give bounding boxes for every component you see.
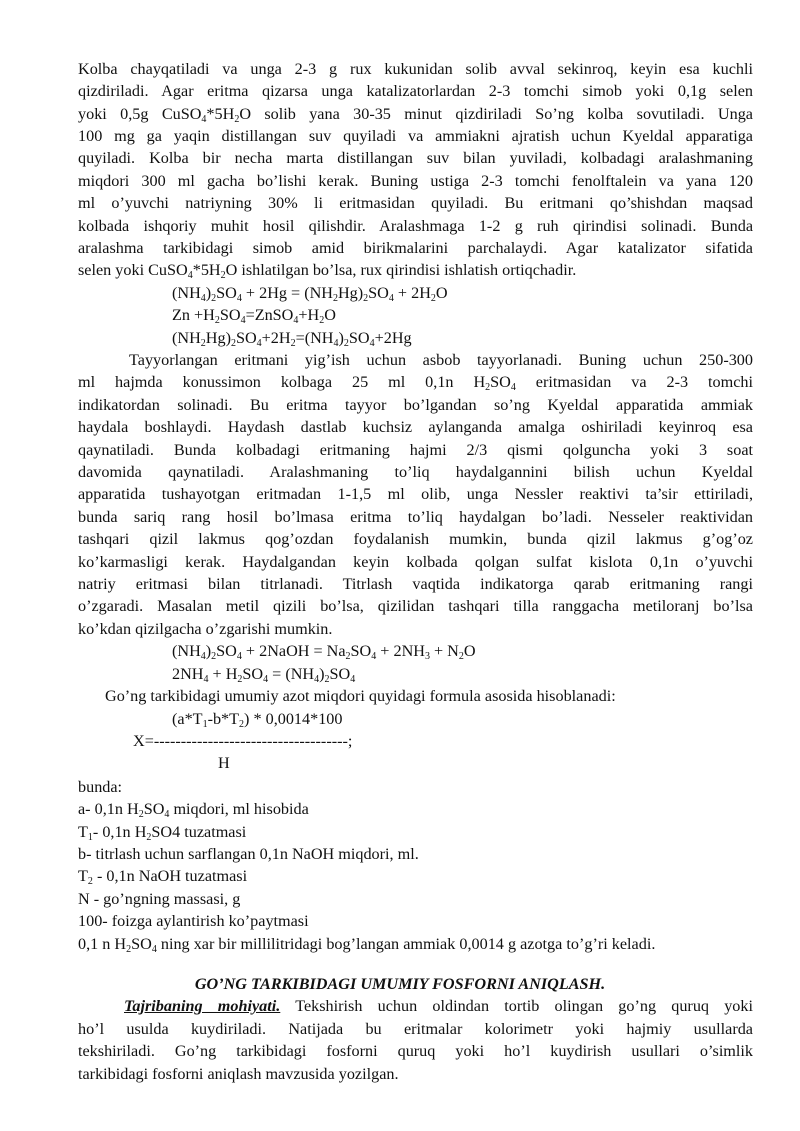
legend-line: b- titrlash uchun sarflangan 0,1n NaOH miqdori, ml. (78, 845, 419, 863)
text-line: o’zgaradi. Masalan metil qizili bo’lsa, qizilidan tashqari tilla ranggacha metiloranj bo’lsa (78, 597, 753, 615)
text-line: ho’l usulda kuydiriladi. Natijada bu eritmalar kolorimetr yoki hajmiy usullarda (78, 1020, 753, 1038)
legend-line: 0,1 n $H_2SO_4$ ning xar bir millilitridagi bog’langan ammiak 0,0014 g azotga to’g’ri keladi. (78, 935, 656, 955)
text-line: Kolba chayqatiladi va unga 2-3 g rux kukunidan solib avval sekinroq, keyin esa kuchli (78, 60, 753, 78)
section-heading: Tajribaning mohiyati. (124, 997, 281, 1015)
formula-intro: Go’ng tarkibidagi umumiy azot miqdori quyidagi formula asosida hisoblanadi: (105, 687, 616, 705)
equation: $Zn +H_2SO_4=ZnSO_4+H_2O$ (172, 306, 336, 326)
text-line: kolbada ishqoriy muhit hosil qilishdir. Aralashmaga 1-2 g ruh qirindisi solinadi. Bunda (78, 217, 753, 235)
text-line: selen yoki $CuSO_4*5H_2O$ ishlatilgan bo’lsa, rux qirindisi ishlatish ortiqchadir. (78, 261, 577, 281)
text-line: tashqari qizil lakmus qog’ozdan foydalanish mumkin, bunda qizil lakmus g’og’oz (78, 530, 753, 548)
equation: $(NH_2Hg)_2SO_4+2H_2=(NH_4)_2SO_4+2Hg$ (172, 329, 412, 349)
legend-line: a- 0,1n $H_2SO_4$ miqdori, ml hisobida (78, 800, 309, 820)
text-line: ml hajmda konussimon kolbaga 25 ml 0,1n $H_2SO_4$ eritmasidan va 2-3 tomchi (78, 373, 753, 393)
text-line: natriy eritmasi bilan titrlanadi. Titrlash vaqtida indikatorga qarab eritmaning rangi (78, 575, 753, 593)
text-line: haydala boshlaydi. Haydash dastlab kuchsiz aylanganda amalga oshiriladi keyinroq esa (78, 418, 753, 436)
equation: $2NH_4 + H_2SO_4 = (NH_4)_2SO_4$ (172, 665, 356, 685)
text-line: ml o’yuvchi natriyning 30% li eritmasidan quyiladi. Bu eritmani qo’shishdan maqsad (78, 194, 753, 212)
formula-denominator: H (218, 754, 230, 772)
legend-line: N - go’ngning massasi, g (78, 890, 241, 908)
section-title: GO’NG TARKIBIDAGI UMUMIY FOSFORNI ANIQLASH. (194, 975, 606, 993)
text-line: ko’kdan qizilgacha o’zgarishi mumkin. (78, 620, 333, 638)
section-text: Tekshirish uchun oldindan tortib olingan go’ng quruq yoki (280, 997, 753, 1015)
legend-line: $T_1-$ 0,1n $H_2SO4$ tuzatmasi (78, 823, 247, 843)
text-line: ko’karmasligi kerak. Haydalgandan keyin kolbada qolgan sulfat kislota 0,1n o’yuvchi (78, 553, 753, 571)
formula-lhs: X=------------------------------------; (133, 732, 353, 750)
formula-numerator: $(a*T_1-b*T_2) * 0,0014*100$ (172, 710, 343, 730)
legend-line: $T_2 - 0,1n$ NaOH tuzatmasi (78, 867, 248, 887)
text-line: bunda sariq rang hosil bo’lmasa eritma to’liq haydalgan bo’ladi. Nesseler reaktividan (78, 508, 753, 526)
equation: $(NH_4)_2SO_4$ + 2NaOH = $Na_2SO_4 + 2NH_3 + N_2O$ (172, 642, 476, 662)
legend-line: bunda: (78, 778, 123, 796)
text-line: aralashma tarkibidagi simob amid birikmalarini parchalaydi. Agar katalizator sifatida (78, 239, 753, 257)
text-line: 100 mg ga yaqin distillangan suv quyiladi va ammiakni ajratish uchun Kyeldal apparatiga (78, 127, 753, 145)
text-line: yoki 0,5g $CuSO_4*5H_2O$ solib yana 30-35 minut qizdiriladi So’ng kolba sovutiladi. Unga (78, 105, 753, 125)
text-line: tekshiriladi. Go’ng tarkibidagi fosforni quruq yoki ho’l kuydirish usullari o’simlik (78, 1042, 753, 1060)
text-line: indikatordan solinadi. Bu eritma tayyor bo’lgandan so’ng Kyeldal apparatida ammiak (78, 396, 753, 414)
text-line: apparatida tushayotgan eritmadan 1-1,5 ml olib, unga Nessler reaktivi ta’sir ettiriladi, (78, 485, 753, 503)
equation: $(NH_4)_2SO_4 + 2Hg = (NH_2Hg)_2SO_4 + 2H_2O$ (172, 284, 448, 304)
text-line: Tayyorlangan eritmani yig’ish uchun asbob tayyorlanadi. Buning uchun 250-300 (129, 351, 753, 369)
text-line (124, 995, 753, 1017)
text-line: tarkibidagi fosforni aniqlash mavzusida yozilgan. (78, 1065, 399, 1083)
text-line: qaynatiladi. Bunda kolbadagi eritmaning hajmi 2/3 qismi qolguncha yoki 3 soat (78, 441, 753, 459)
legend-line: 100- foizga aylantirish ko’paytmasi (78, 912, 309, 930)
text-line: miqdori 300 ml gacha bo’lishi kerak. Buning ustiga 2-3 tomchi fenolftalein va yana 120 (78, 172, 753, 190)
text-line: quyiladi. Kolba bir necha marta distillangan suv bilan yuviladi, kolbadagi aralashmaning (78, 149, 753, 167)
text-line: qizdiriladi. Agar eritma qizarsa unga katalizatorlardan 2-3 tomchi simob yoki 0,1g selen (78, 82, 753, 100)
text-line: davomida qaynatiladi. Aralashmaning to’liq haydalgannini bilish uchun Kyeldal (78, 463, 753, 481)
